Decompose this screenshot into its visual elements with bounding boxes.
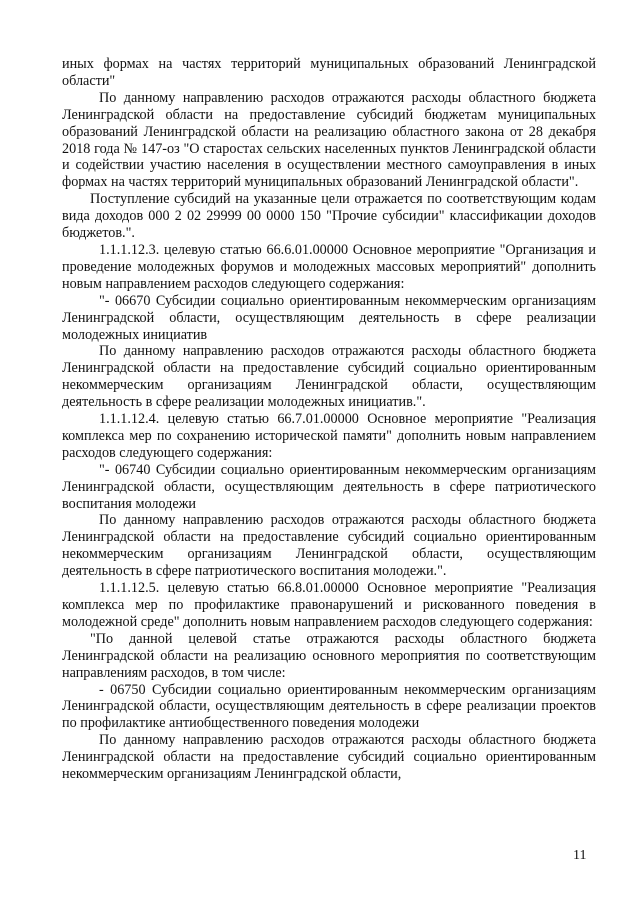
paragraph-target-article: "По данной целевой статье отражаются расходы областного бюджета Ленинградской области на реализацию основного мероприятия по соответствующим направлениям расходов, в том числе:	[62, 630, 596, 681]
paragraph-direction-06750: - 06750 Субсидии социально ориентированным некоммерческим организациям Ленинградской области, осуществляющим деятельность в сфере реализации проектов по профилактике антиобщественного поведения молодежи	[62, 681, 596, 732]
paragraph-expense-description: По данному направлению расходов отражаются расходы областного бюджета Ленинградской области на предоставление субсидий социально ориентированным некоммерческим организациям Ленинградской области,	[62, 732, 596, 783]
paragraph-expense-description: По данному направлению расходов отражаются расходы областного бюджета Ленинградской области на предоставление субсидий бюджетам муниципальных образований Ленинградской области на реализацию областного закона от 28 декабря 2018 года № 147-оз "О старостах сельских населенных пунктов Ленинградской области и содействии участию населения в осуществлении местного самоуправления в иных формах на частях территорий муниципальных образований Ленинградской области".	[62, 89, 596, 191]
paragraph-continuation: иных формах на частях территорий муниципальных образований Ленинградской области"	[62, 56, 596, 89]
paragraph-expense-description: По данному направлению расходов отражаются расходы областного бюджета Ленинградской области на предоставление субсидий социально ориентированным некоммерческим организациям Ленинградской области, осуществляющим деятельность в сфере реализации молодежных инициатив.".	[62, 343, 596, 411]
paragraph-direction-06740: "- 06740 Субсидии социально ориентированным некоммерческим организациям Ленинградской области, осуществляющим деятельность в сфере патриотического воспитания молодежи	[62, 461, 596, 512]
paragraph-clause-1-1-1-12-4: 1.1.1.12.4. целевую статью 66.7.01.00000 Основное мероприятие "Реализация комплекса мер по сохранению исторической памяти" дополнить новым направлением расходов следующего содержания:	[62, 411, 596, 461]
paragraph-direction-06670: "- 06670 Субсидии социально ориентированным некоммерческим организациям Ленинградской области, осуществляющим деятельность в сфере реализации молодежных инициатив	[62, 292, 596, 343]
paragraph-income-codes: Поступление субсидий на указанные цели отражается по соответствующим кодам вида доходов 000 2 02 29999 00 0000 150 "Прочие субсидии" классификации доходов бюджетов.".	[62, 191, 596, 242]
paragraph-clause-1-1-1-12-3: 1.1.1.12.3. целевую статью 66.6.01.00000 Основное мероприятие "Организация и проведение молодежных форумов и молодежных массовых мероприятий" дополнить новым направлением расходов следующего содержания:	[62, 241, 596, 292]
paragraph-clause-1-1-1-12-5: 1.1.1.12.5. целевую статью 66.8.01.00000 Основное мероприятие "Реализация комплекса мер по профилактике правонарушений и рискованного поведения в молодежной среде" дополнить новым направлением расходов следующего содержания:	[62, 580, 596, 630]
page-number: 11	[573, 848, 587, 863]
document-body	[62, 56, 596, 783]
paragraph-expense-description: По данному направлению расходов отражаются расходы областного бюджета Ленинградской области на предоставление субсидий социально ориентированным некоммерческим организациям Ленинградской области, осуществляющим деятельность в сфере патриотического воспитания молодежи.".	[62, 512, 596, 580]
